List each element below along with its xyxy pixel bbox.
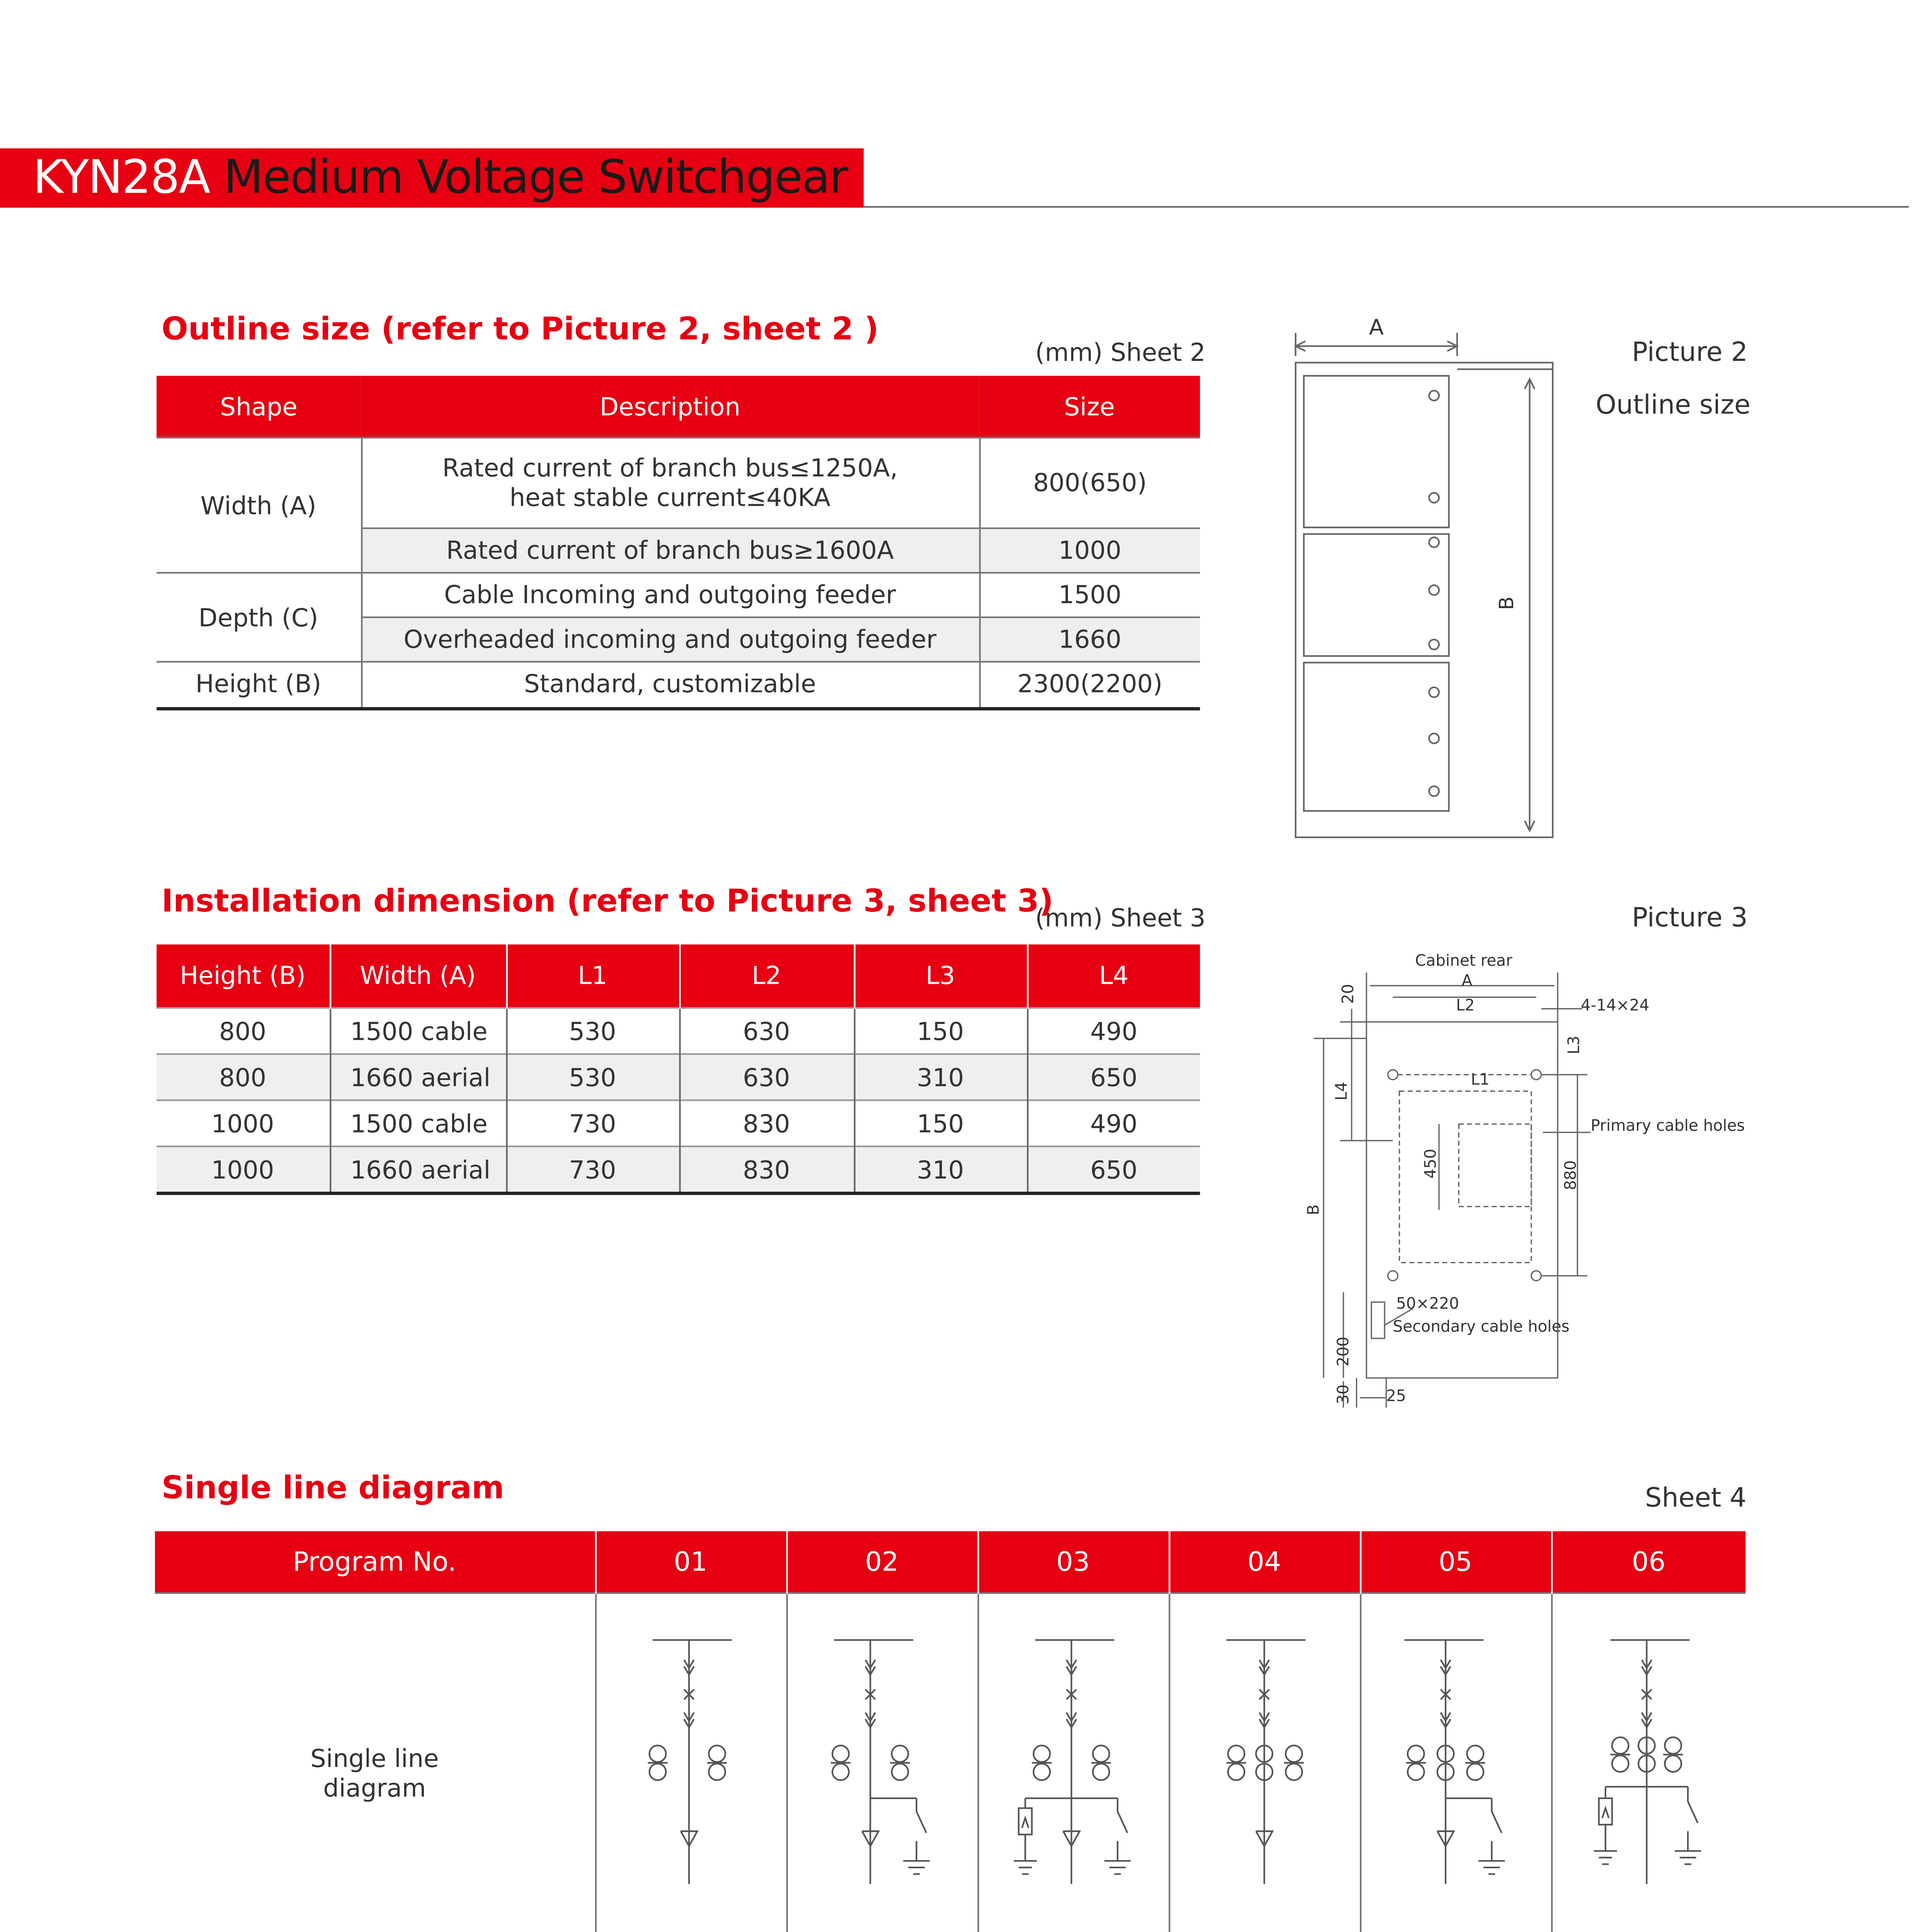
- picture3-l3: L3: [1564, 1036, 1583, 1054]
- sld-header-02: 02: [786, 1531, 978, 1593]
- picture3-holes: 4-14×24: [1580, 995, 1650, 1014]
- single-line-diagram-03: [978, 1594, 1170, 1932]
- sld-section-title: Single line diagram: [162, 1470, 504, 1507]
- installation-cell: 1660 aerial: [330, 1146, 506, 1194]
- installation-cell: 830: [679, 1100, 854, 1146]
- outline-header-size: Size: [979, 376, 1200, 438]
- sld-header-04: 04: [1169, 1531, 1360, 1593]
- installation-header-l2: L2: [679, 944, 854, 1008]
- installation-cell: 1500 cable: [330, 1008, 506, 1054]
- outline-width-size-2: 1000: [979, 528, 1200, 573]
- sld-diagram-04: [1169, 1593, 1360, 1932]
- sld-diagram-row: [155, 1593, 1745, 1932]
- picture2-dim-b: B: [1495, 596, 1518, 610]
- installation-cell: 730: [506, 1100, 679, 1146]
- page-title: [33, 151, 847, 204]
- single-line-diagram-05: [1361, 1594, 1552, 1932]
- picture3-d30: 30: [1334, 1384, 1352, 1405]
- outline-depth-desc-2: Overheaded incoming and outgoing feeder: [361, 617, 979, 662]
- sld-table: [155, 1531, 1745, 1932]
- installation-cell: 530: [506, 1008, 679, 1054]
- sld-header-row: [155, 1531, 1745, 1593]
- installation-header-height: Height (B): [156, 944, 330, 1008]
- installation-header-width: Width (A): [330, 944, 506, 1008]
- installation-cell: 630: [679, 1008, 854, 1054]
- installation-cell: 1000: [156, 1146, 330, 1194]
- outline-depth-desc-1: Cable Incoming and outgoing feeder: [361, 573, 979, 617]
- picture3-primary: Primary cable holes: [1590, 1116, 1745, 1135]
- outline-depth-size-2: 1660: [979, 617, 1200, 662]
- sld-diagram-05: [1360, 1593, 1551, 1932]
- sld-header-01: 01: [595, 1531, 786, 1593]
- installation-cell: 1660 aerial: [330, 1054, 506, 1100]
- sld-diagram-label-line1: Single line: [310, 1744, 439, 1774]
- picture3-d25: 25: [1386, 1386, 1406, 1405]
- sld-header-03: 03: [978, 1531, 1169, 1593]
- installation-header-row: [156, 944, 1200, 1008]
- single-line-diagram-04: [1170, 1594, 1361, 1932]
- installation-header-l3: L3: [854, 944, 1027, 1008]
- installation-row: [156, 1146, 1200, 1194]
- outline-width-desc-1: [361, 438, 979, 529]
- installation-row: [156, 1100, 1200, 1146]
- outline-section-title: Outline size (refer to Picture 2, sheet 2 ): [162, 311, 879, 348]
- outline-width-desc-1-line1: Rated current of branch bus≤1250A,: [442, 453, 898, 483]
- installation-cell: 630: [679, 1054, 854, 1100]
- outline-row: [156, 573, 1200, 617]
- installation-cell: 1000: [156, 1100, 330, 1146]
- picture3-l2: L2: [1456, 995, 1475, 1014]
- installation-cell: 800: [156, 1054, 330, 1100]
- picture3-secondary-size: 50×220: [1396, 1294, 1459, 1313]
- picture2-dim-a: A: [1369, 315, 1384, 340]
- picture3-d880: 880: [1561, 1160, 1580, 1190]
- outline-height-label: Height (B): [156, 662, 361, 708]
- outline-width-label: Width (A): [156, 438, 361, 573]
- outline-height-desc: Standard, customizable: [361, 662, 979, 708]
- outline-width-size-1: 800(650): [979, 438, 1200, 529]
- sld-diagram-02: [786, 1593, 978, 1932]
- installation-sheet-label: (mm) Sheet 3: [1035, 903, 1206, 933]
- picture3-secondary: Secondary cable holes: [1393, 1317, 1570, 1336]
- picture3-d20: 20: [1339, 984, 1357, 1004]
- picture3-cabinet-rear: Cabinet rear: [1415, 951, 1512, 970]
- sld-diagram-01: [595, 1593, 786, 1932]
- outline-sheet-label: (mm) Sheet 2: [1035, 338, 1206, 368]
- outline-header-description: Description: [361, 376, 979, 438]
- outline-depth-size-1: 1500: [979, 573, 1200, 617]
- installation-header-l1: L1: [506, 944, 679, 1008]
- picture3-d200: 200: [1334, 1337, 1352, 1367]
- outline-row: [156, 662, 1200, 708]
- header-rule: [864, 206, 1908, 207]
- picture3-l1: L1: [1471, 1070, 1490, 1088]
- sld-header-06: 06: [1551, 1531, 1745, 1593]
- installation-cell: 650: [1027, 1054, 1200, 1100]
- sld-header-05: 05: [1360, 1531, 1551, 1593]
- picture3-installation-drawing: [1294, 943, 1772, 1421]
- sld-sheet-label: Sheet 4: [1645, 1481, 1747, 1513]
- single-line-diagram-06: [1552, 1594, 1746, 1932]
- picture3-d450: 450: [1421, 1148, 1440, 1179]
- picture2-title: Picture 2: [1632, 336, 1748, 368]
- picture2-caption: Outline size: [1596, 389, 1751, 420]
- picture3-l4: L4: [1332, 1082, 1351, 1101]
- picture3-b: B: [1304, 1204, 1323, 1215]
- outline-header-row: [156, 376, 1200, 438]
- installation-cell: 150: [854, 1008, 1027, 1054]
- installation-section-title: Installation dimension (refer to Picture 3, sheet 3): [162, 883, 1054, 920]
- installation-cell: 730: [506, 1146, 679, 1194]
- outline-width-desc-1-line2: heat stable current≤40KA: [509, 483, 831, 513]
- sld-header-program: Program No.: [155, 1531, 595, 1593]
- installation-cell: 150: [854, 1100, 1027, 1146]
- installation-cell: 530: [506, 1054, 679, 1100]
- installation-header-l4: L4: [1027, 944, 1200, 1008]
- outline-width-desc-2: Rated current of branch bus≥1600A: [361, 528, 979, 573]
- outline-header-shape: Shape: [156, 376, 361, 438]
- picture3-a: A: [1461, 971, 1473, 990]
- product-title: Medium Voltage Switchgear: [223, 150, 848, 204]
- outline-table: [156, 376, 1200, 710]
- installation-cell: 1500 cable: [330, 1100, 506, 1146]
- sld-diagram-label-line2: diagram: [323, 1773, 426, 1803]
- outline-depth-label: Depth (C): [156, 573, 361, 662]
- installation-cell: 490: [1027, 1100, 1200, 1146]
- sld-diagram-03: [978, 1593, 1169, 1932]
- single-line-diagram-01: [596, 1594, 787, 1932]
- product-code: KYN28A: [33, 150, 210, 204]
- single-line-diagram-02: [787, 1594, 978, 1932]
- picture2-outline-drawing: [1286, 310, 1566, 854]
- installation-cell: 650: [1027, 1146, 1200, 1194]
- installation-cell: 310: [854, 1054, 1027, 1100]
- installation-cell: 490: [1027, 1008, 1200, 1054]
- installation-cell: 830: [679, 1146, 854, 1194]
- outline-height-size: 2300(2200): [979, 662, 1200, 708]
- outline-row: [156, 438, 1200, 529]
- installation-cell: 800: [156, 1008, 330, 1054]
- installation-table: [156, 944, 1200, 1195]
- installation-row: [156, 1054, 1200, 1100]
- installation-row: [156, 1008, 1200, 1054]
- sld-diagram-label: [155, 1593, 595, 1932]
- picture3-title: Picture 3: [1632, 901, 1748, 933]
- installation-cell: 310: [854, 1146, 1027, 1194]
- sld-diagram-06: [1551, 1593, 1745, 1932]
